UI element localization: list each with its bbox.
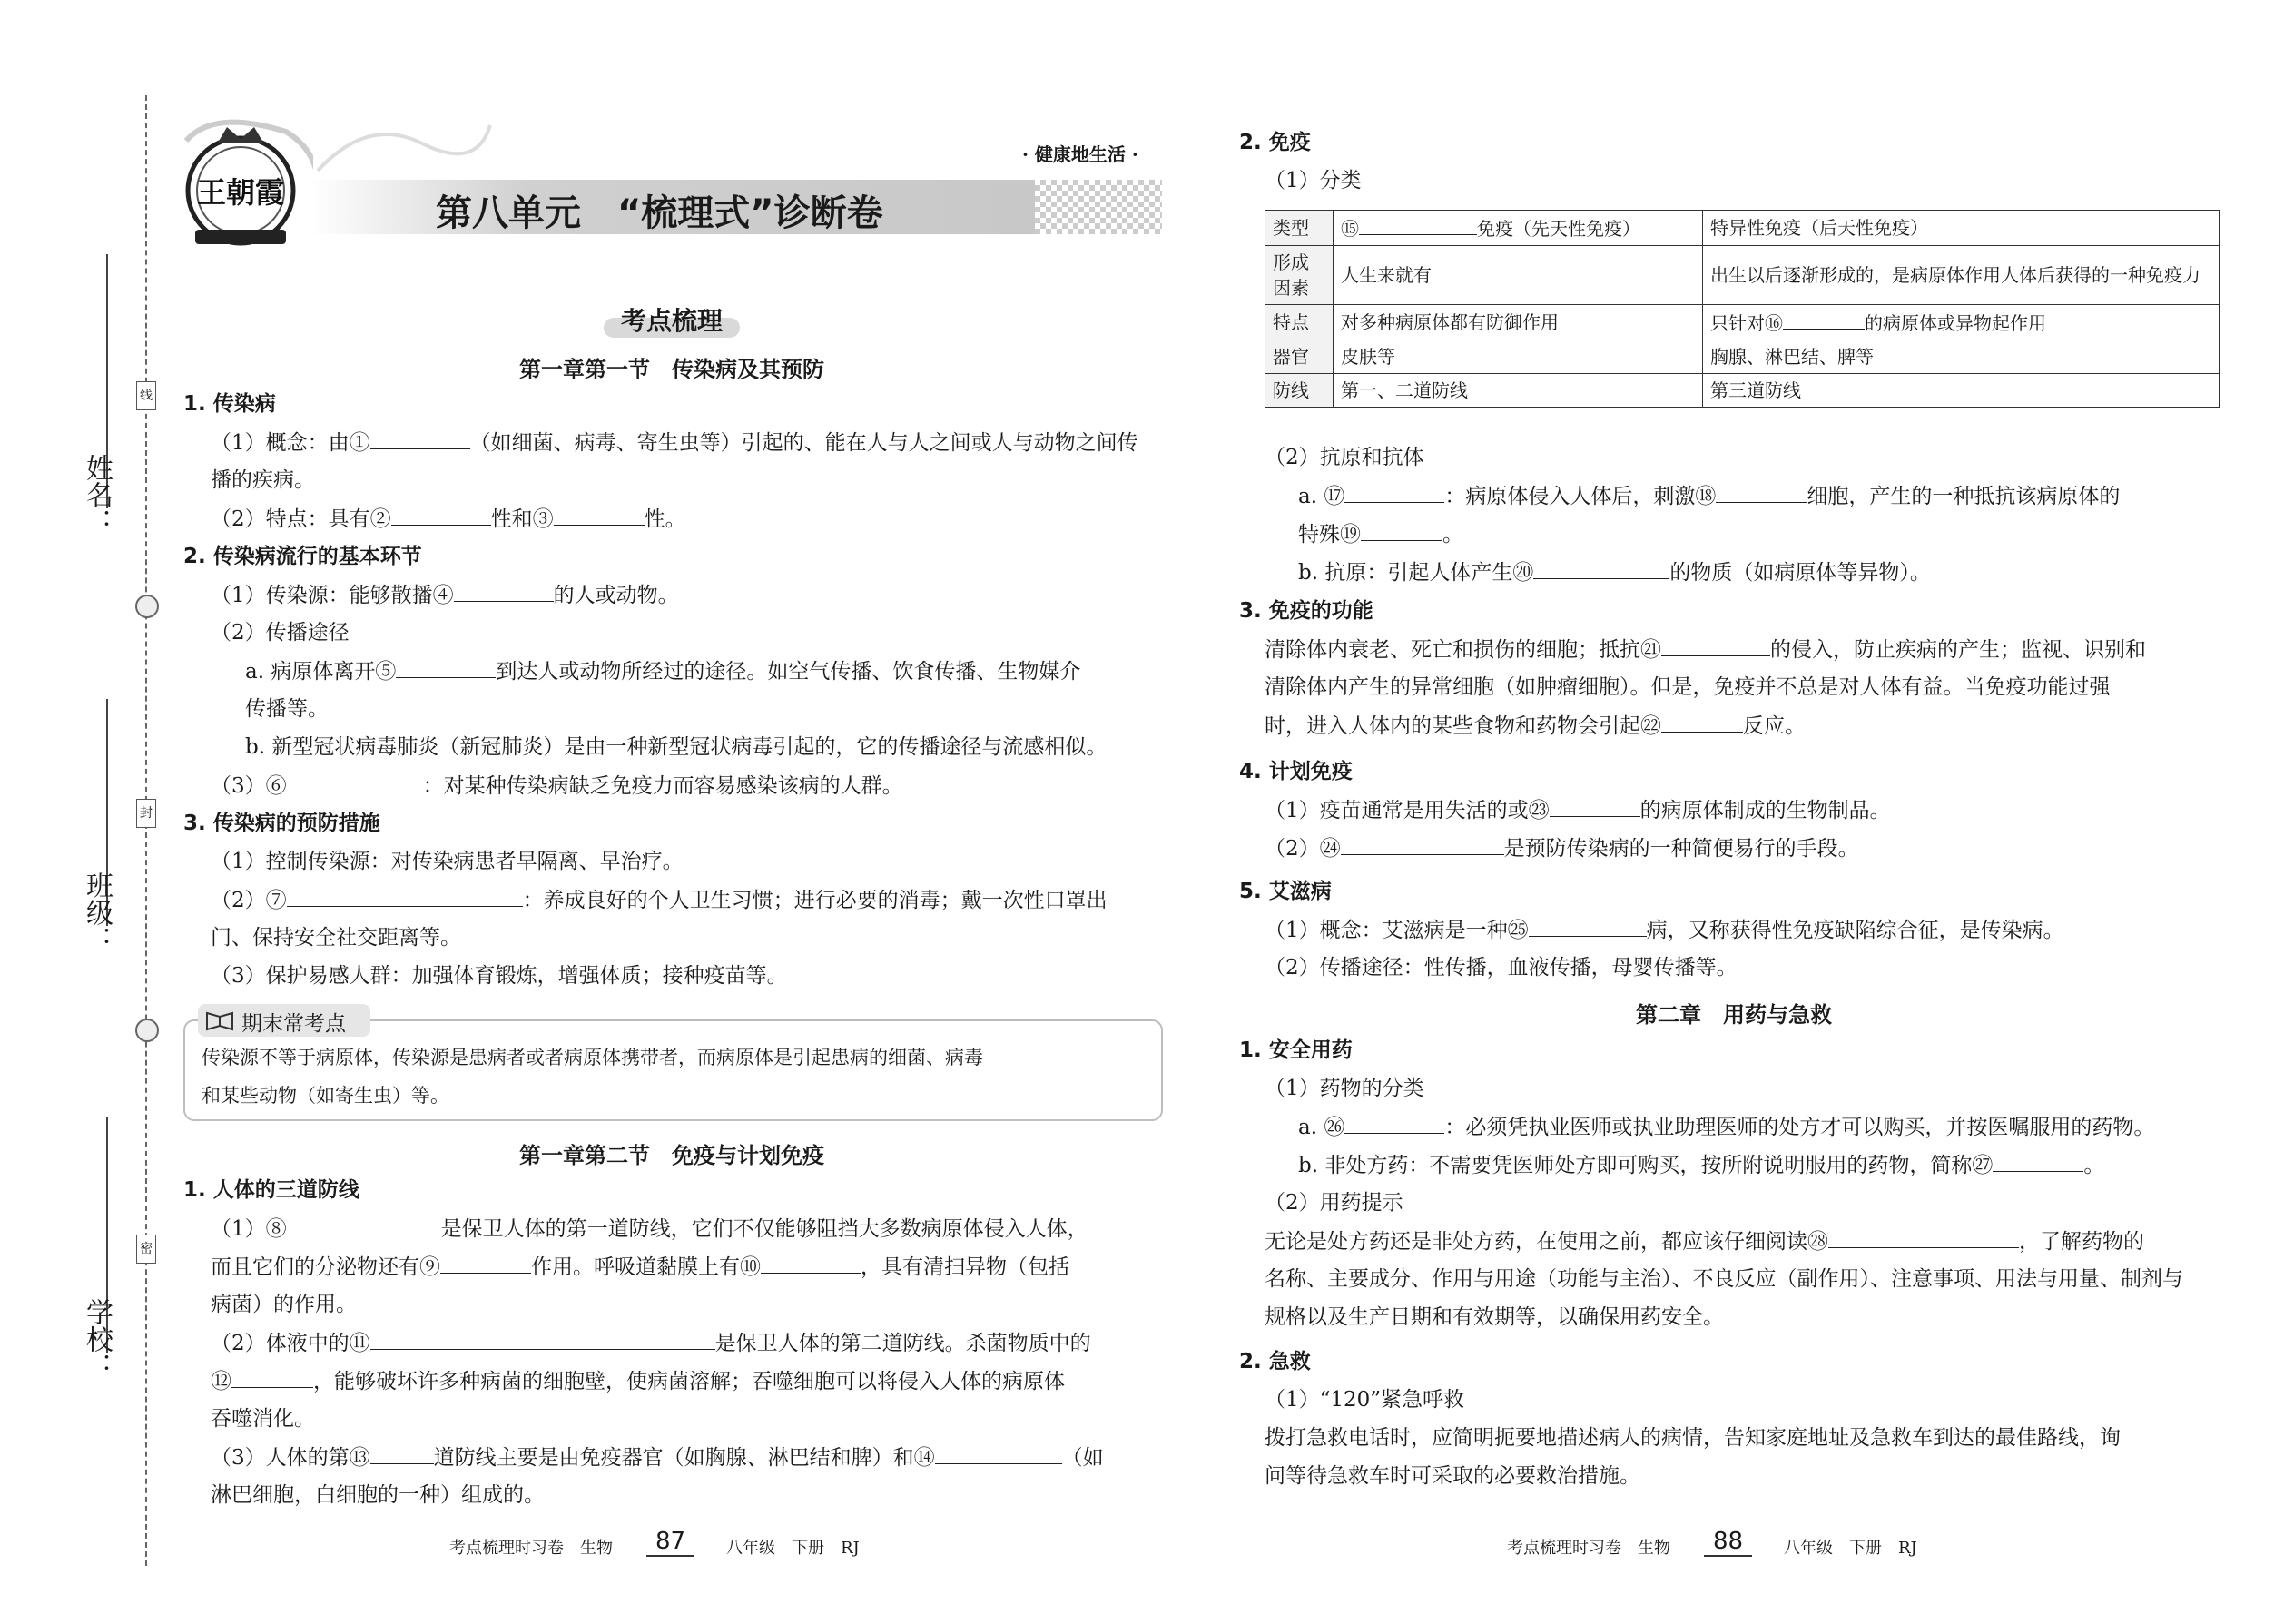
text-line: （3）⑥ ：对某种传染病缺乏免疫力而容易感染该病的人群。 (211, 772, 903, 800)
table-cell: 对多种病原体都有防御作用 (1334, 305, 1703, 340)
blank-27[interactable] (1993, 1151, 2083, 1172)
blank-17[interactable] (1344, 482, 1444, 503)
table-cell: 形成因素 (1265, 246, 1334, 305)
blank-25[interactable] (1529, 916, 1647, 937)
blank-3[interactable] (554, 505, 645, 526)
blank-22[interactable] (1661, 712, 1743, 733)
text-line: 而且它们的分泌物还有⑨ 作用。呼吸道黏膜上有⑩ ，具有清扫异物（包括 (211, 1253, 1069, 1281)
blank-1[interactable] (370, 428, 470, 449)
table-cell: 第一、二道防线 (1334, 374, 1703, 408)
footer-right-grade: 八年级 下册 RJ (1784, 1539, 1917, 1558)
exam-note-tag (198, 1004, 370, 1037)
table-cell: 特点 (1265, 305, 1334, 340)
text-line: a. 病原体离开⑤ 到达人或动物所经过的途径。如空气传播、饮食传播、生物媒介 (245, 657, 1080, 685)
table-row (1265, 211, 2220, 246)
text-line: （1）“120”紧急呼救 (1265, 1388, 1465, 1412)
seal-mark-secret: 密 (136, 1235, 156, 1264)
page-title: 第八单元 “梳理式”诊断卷 (436, 192, 883, 234)
text-line: b. 非处方药：不需要凭医师处方即可购买，按所附说明服用的药物，简称㉗ 。 (1298, 1151, 2104, 1179)
text-line: （1）控制传染源：对传染病患者早隔离、早治疗。 (211, 850, 684, 873)
blank-5[interactable] (396, 657, 496, 678)
text-line: 淋巴细胞，白细胞的一种）组成的。 (211, 1483, 545, 1507)
table-cell: 第三道防线 (1703, 374, 2220, 408)
note-text: 传染源不等于病原体，传染源是患病者或者病原体携带者，而病原体是引起患病的细菌、病毒 (202, 1047, 983, 1068)
text-line: 传播等。 (245, 697, 329, 721)
text-line: （1）概念：艾滋病是一种㉕ 病，又称获得性免疫缺陷综合征，是传染病。 (1265, 916, 2064, 944)
blank-19[interactable] (1361, 520, 1442, 541)
footer-left-grade: 八年级 下册 RJ (726, 1539, 860, 1558)
table-cell: 只针对⑯ 的病原体或异物起作用 (1703, 305, 2220, 340)
table-cell: 人生来就有 (1334, 246, 1703, 305)
book-icon (205, 1009, 236, 1031)
footer-right-text: 考点梳理时习卷 生物 (1507, 1539, 1670, 1558)
text-line: a. ㉖ ：必须凭执业医师或执业助理医师的处方才可以购买，并按医嘱服用的药物。 (1298, 1113, 2154, 1141)
seal-mark-seal: 封 (136, 799, 156, 828)
chapter1-section1-title: 第一章第一节 传染病及其预防 (519, 357, 824, 382)
footer-left-text: 考点梳理时习卷 生物 (449, 1539, 613, 1558)
blank-2[interactable] (391, 505, 491, 526)
text-line: （1）传染源：能够散播④ 的人或动物。 (211, 581, 679, 609)
text-line: a. ⑰ ：病原体侵入人体后，刺激⑱ 细胞，产生的一种抵抗该病原体的 (1298, 482, 2120, 510)
blank-15[interactable] (1359, 214, 1477, 235)
blank-4[interactable] (454, 581, 554, 602)
text-line: 清除体内产生的异常细胞（如肿瘤细胞）。但是，免疫并不总是对人体有益。当免疫功能过强 (1265, 675, 2111, 699)
page-number-left: 87 (646, 1528, 694, 1557)
text-line: （2）⑦ ：养成良好的个人卫生习惯；进行必要的消毒；戴一次性口罩出 (211, 886, 1108, 914)
table-row (1265, 246, 2220, 305)
table-cell: 胸腺、淋巴结、脾等 (1703, 340, 2220, 374)
text-line: （1）药物的分类 (1265, 1077, 1424, 1100)
text-line: 特殊⑲ 。 (1298, 520, 1463, 548)
text-line: （2）传播途径：性传播，血液传播，母婴传播等。 (1265, 956, 1738, 979)
table-cell: 出生以后逐渐形成的，是病原体作用人体后获得的一种免疫力 (1703, 246, 2220, 305)
binding-ring-icon (135, 595, 159, 618)
text-line: 拨打急救电话时，应简明扼要地描述病人的病情，告知家庭地址及急救车到达的最佳路线，询 (1265, 1426, 2121, 1450)
heading-safe-medication: 1. 安全用药 (1239, 1038, 1353, 1062)
school-label: 学校： (81, 1298, 113, 1380)
blank-24[interactable] (1341, 834, 1504, 855)
text-line: 清除体内衰老、死亡和损伤的细胞；抵抗㉑ 的侵入，防止疾病的产生；监视、识别和 (1265, 635, 2146, 664)
blank-28[interactable] (1828, 1227, 2019, 1248)
blank-8[interactable] (287, 1215, 441, 1235)
heading-first-aid: 2. 急救 (1239, 1350, 1311, 1373)
text-line: （3）人体的第⑬ 道防线主要是由免疫器官（如胸腺、淋巴结和脾）和⑭ （如 (211, 1443, 1104, 1471)
text-line: （3）保护易感人群：加强体育锻炼，增强体质；接种疫苗等。 (211, 964, 788, 988)
table-row (1265, 305, 2220, 340)
text-line: （2）㉔ 是预防传染病的一种简便易行的手段。 (1265, 834, 1859, 862)
heading-aids: 5. 艾滋病 (1239, 880, 1332, 903)
text-line: （1）⑧ 是保卫人体的第一道防线，它们不仅能够阻挡大多数病原体侵入人体， (211, 1215, 1088, 1243)
logo-emblem-icon (177, 104, 313, 254)
blank-6[interactable] (287, 772, 423, 792)
text-line: 门、保持安全社交距离等。 (211, 926, 461, 950)
table-row (1265, 374, 2220, 408)
text-line: （2）体液中的⑪ 是保卫人体的第二道防线。杀菌物质中的 (211, 1329, 1091, 1357)
table-cell: 类型 (1265, 211, 1334, 246)
subject-tag: · 健康地生活 · (1022, 143, 1138, 165)
blank-20[interactable] (1533, 558, 1669, 579)
text-line: 规格以及生产日期和有效期等，以确保用药安全。 (1265, 1305, 1724, 1329)
table-row (1265, 340, 2220, 374)
logo-text: 王朝霞 (196, 175, 285, 210)
blank-13[interactable] (370, 1443, 434, 1464)
text-line: 时，进入人体内的某些食物和药物会引起㉒ 反应。 (1265, 712, 1806, 740)
text-line: （2）抗原和抗体 (1265, 446, 1424, 469)
table-cell: 器官 (1265, 340, 1334, 374)
text-line: 无论是处方药还是非处方药，在使用之前，都应该仔细阅读㉘ ，了解药物的 (1265, 1227, 2144, 1255)
text-line: 问等待急救车时可采取的必要救治措施。 (1265, 1464, 1640, 1488)
chapter2-title: 第二章 用药与急救 (1636, 1002, 1832, 1028)
note-text: 和某些动物（如寄生虫）等。 (202, 1085, 449, 1107)
blank-10[interactable] (761, 1253, 861, 1274)
checker-decoration (1035, 180, 1162, 234)
blank-9[interactable] (440, 1253, 531, 1274)
heading-immunity: 2. 免疫 (1239, 131, 1311, 154)
text-line: （2）特点：具有② 性和③ 性。 (211, 505, 686, 533)
page-number-right: 88 (1704, 1528, 1752, 1557)
text-line: b. 抗原：引起人体产生⑳ 的物质（如病原体等异物）。 (1298, 558, 1931, 586)
blank-7[interactable] (287, 886, 523, 907)
exam-note-tag-label: 期末常考点 (241, 1012, 346, 1036)
text-line: （1）概念：由① （如细菌、病毒、寄生虫等）引起的、能在人与人之间或人与动物之间传 (211, 428, 1138, 457)
heading-planned-immunization: 4. 计划免疫 (1239, 760, 1353, 783)
name-label: 姓名： (81, 454, 113, 536)
text-line: （2）用药提示 (1265, 1191, 1403, 1215)
blank-23[interactable] (1550, 796, 1640, 817)
text-line: 病菌）的作用。 (211, 1293, 357, 1316)
text-line: （1）分类 (1265, 169, 1362, 192)
class-label: 班级： (81, 871, 113, 953)
seal-mark-line: 线 (136, 381, 156, 410)
immunity-table (1265, 210, 2220, 408)
binding-dashed-line (145, 95, 147, 1566)
heading-infectious-disease: 1. 传染病 (183, 392, 276, 416)
text-line: 播的疾病。 (211, 468, 315, 492)
table-cell: 特异性免疫（后天性免疫） (1703, 211, 2220, 246)
heading-epidemic-links: 2. 传染病流行的基本环节 (183, 545, 422, 568)
text-line: （2）传播途径 (211, 621, 350, 645)
table-cell: 皮肤等 (1334, 340, 1703, 374)
ribbon-decoration-icon (313, 107, 495, 180)
text-line: ⑫ ，能够破坏许多种病菌的细胞壁，使病菌溶解；吞噬细胞可以将侵入人体的病原体 (211, 1367, 1065, 1395)
table-cell: 防线 (1265, 374, 1334, 408)
text-line: b. 新型冠状病毒肺炎（新冠肺炎）是由一种新型冠状病毒引起的，它的传播途径与流感相似。 (245, 735, 1108, 759)
chapter1-section2-title: 第一章第二节 免疫与计划免疫 (519, 1143, 824, 1168)
heading-prevention: 3. 传染病的预防措施 (183, 812, 380, 835)
heading-three-lines: 1. 人体的三道防线 (183, 1178, 359, 1202)
binding-ring-icon (135, 1019, 159, 1042)
heading-immune-function: 3. 免疫的功能 (1239, 599, 1373, 623)
text-line: （1）疫苗通常是用失活的或㉓ 的病原体制成的生物制品。 (1265, 796, 1891, 824)
text-line: 吞噬消化。 (211, 1407, 315, 1431)
section-title: 考点梳理 (620, 306, 723, 336)
blank-26[interactable] (1344, 1113, 1444, 1134)
table-cell: ⑮ 免疫（先天性免疫） (1334, 211, 1703, 246)
blank-21[interactable] (1661, 635, 1770, 656)
blank-12[interactable] (231, 1367, 313, 1388)
blank-18[interactable] (1716, 482, 1807, 503)
text-line: 名称、主要成分、作用与用途（功能与主治）、不良反应（副作用）、注意事项、用法与用量、制剂与 (1265, 1267, 2183, 1291)
blank-11[interactable] (370, 1329, 715, 1350)
blank-14[interactable] (935, 1443, 1062, 1464)
blank-16[interactable] (1783, 309, 1865, 330)
